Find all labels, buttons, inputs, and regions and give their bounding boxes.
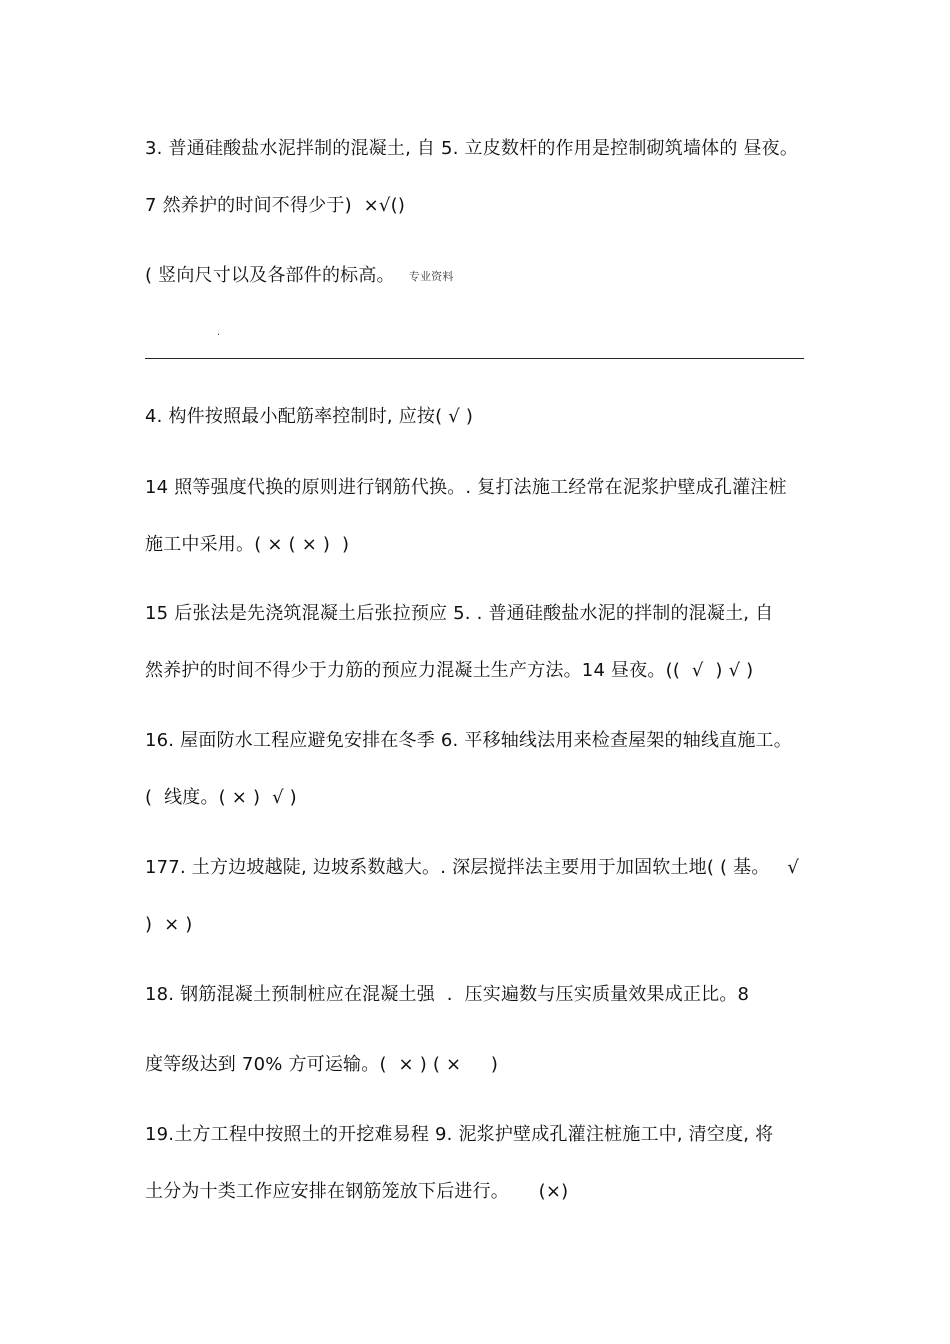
text-line: 土分为十类工作应安排在钢筋笼放下后进行。 (×): [145, 1181, 569, 1202]
text-line: [145, 264, 454, 290]
text-line: 施工中采用。( × ( × ) ): [145, 534, 350, 555]
horizontal-rule: [145, 358, 804, 359]
footer-label: 专业资料: [408, 270, 454, 283]
text-line: ) × ): [145, 914, 193, 935]
text-line: 度等级达到 70% 方可运输。( × ) ( × ): [145, 1054, 499, 1075]
text-line: 7 然养护的时间不得少于) ×√(): [145, 195, 406, 216]
text-line: ( 线度。( × ) √ ): [145, 787, 297, 808]
text-line: 177. 土方边坡越陡, 边坡系数越大。. 深层搅拌法主要用于加固软土地( ( 基。 √: [145, 857, 800, 878]
text-line: 14 照等强度代换的原则进行钢筋代换。. 复打法施工经常在泥浆护壁成孔灌注桩: [145, 477, 787, 498]
text-line: 19.土方工程中按照土的开挖难易程 9. 泥浆护壁成孔灌注桩施工中, 清空度, 将: [145, 1124, 774, 1145]
text-line: 3. 普通硅酸盐水泥拌制的混凝土, 自 5. 立皮数杆的作用是控制砌筑墙体的 昼夜。: [145, 138, 799, 159]
text-line: 15 后张法是先浇筑混凝土后张拉预应 5. . 普通硅酸盐水泥的拌制的混凝土, 自: [145, 603, 774, 624]
footer-dot: .: [217, 327, 221, 338]
text-line: 16. 屋面防水工程应避免安排在冬季 6. 平移轴线法用来检查屋架的轴线直施工。: [145, 730, 792, 751]
text-line: 18. 钢筋混凝土预制桩应在混凝土强 . 压实遍数与压实质量效果成正比。8: [145, 984, 750, 1005]
text-line-content: ( 竖向尺寸以及各部件的标高。: [145, 265, 395, 286]
text-line: 然养护的时间不得少于力筋的预应力混凝土生产方法。14 昼夜。(( √ ) √ ): [145, 660, 754, 681]
text-line: 4. 构件按照最小配筋率控制时, 应按( √ ): [145, 406, 474, 427]
